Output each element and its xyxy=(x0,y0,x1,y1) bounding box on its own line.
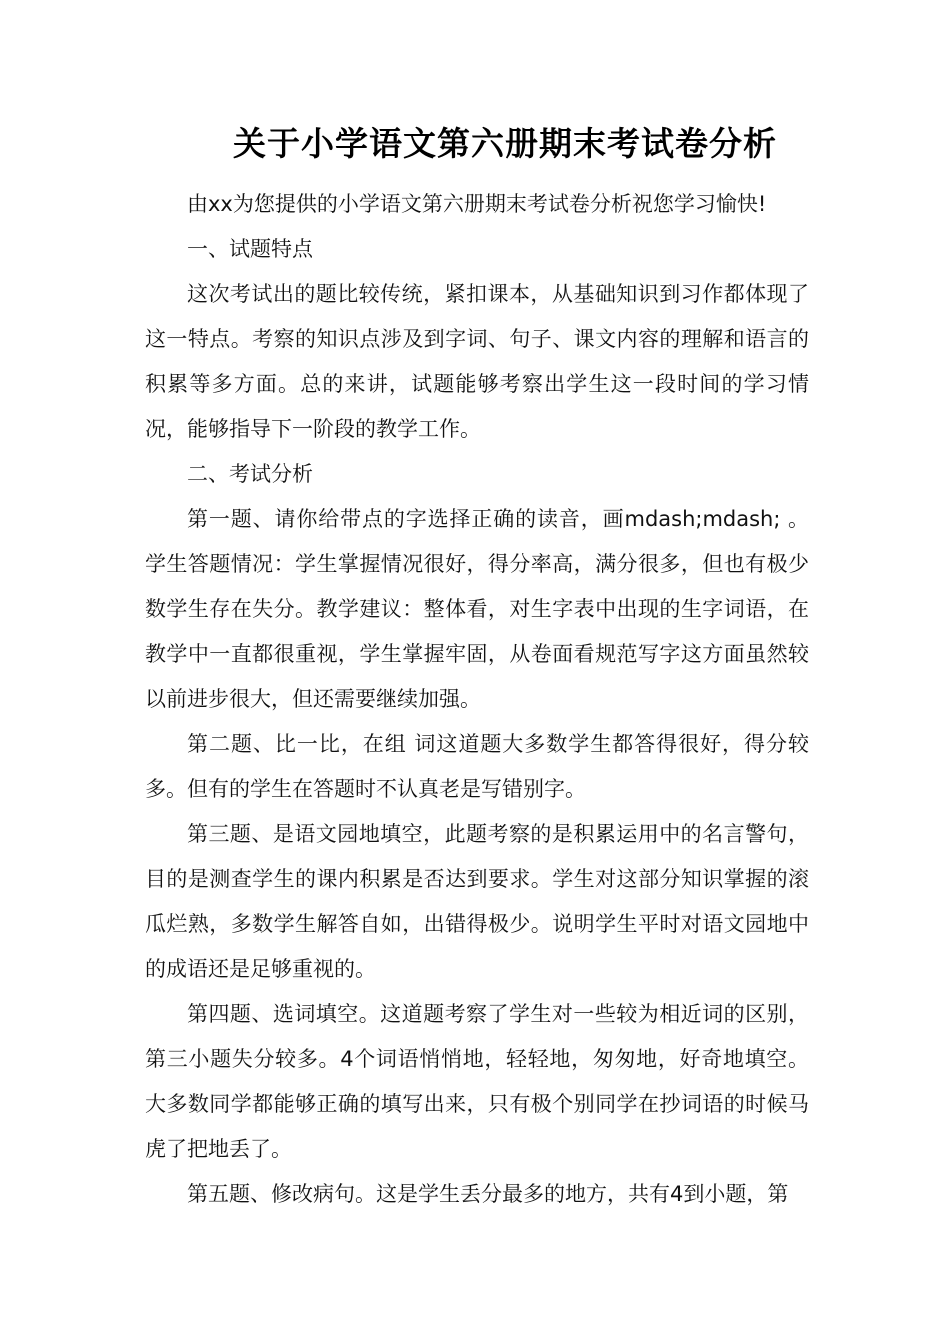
paragraph-features: 这次考试出的题比较传统，紧扣课本，从基础知识到习作都体现了这一特点。考察的知识点涉及到字词、句子、课文内容的理解和语言的积累等多方面。总的来讲，试题能够考察出学生这一段时间的学习情况，能够指导下一阶段的教学工作。 xyxy=(145,282,809,441)
paragraph-question-2: 第二题、比一比，在组 词这道题大多数学生都答得很好，得分较多。但有的学生在答题时不认真老是写错别字。 xyxy=(145,732,809,801)
document-body xyxy=(145,182,809,1217)
section-heading-analysis: 二、考试分析 xyxy=(187,462,313,486)
paragraph-question-1: 第一题、请你给带点的字选择正确的读音，画mdash;mdash; 。学生答题情况：学生掌握情况很好，得分率高，满分很多，但也有极少数学生存在失分。教学建议：整体看，对生字表中出现的生字词语，在教学中一直都很重视，学生掌握牢固，从卷面看规范写字这方面虽然较以前进步很大，但还需要继续加强。 xyxy=(145,507,809,711)
paragraph-question-5: 第五题、修改病句。这是学生丢分最多的地方，共有4到小题，第 xyxy=(187,1182,789,1206)
paragraph-question-3: 第三题、是语文园地填空，此题考察的是积累运用中的名言警句，目的是测查学生的课内积累是否达到要求。学生对这部分知识掌握的滚瓜烂熟，多数学生解答自如，出错得极少。说明学生平时对语文园地中的成语还是足够重视的。 xyxy=(145,822,809,981)
document-title: 关于小学语文第六册期末考试卷分析 xyxy=(233,124,777,163)
paragraph-intro: 由xx为您提供的小学语文第六册期末考试卷分析祝您学习愉快! xyxy=(187,192,767,216)
paragraph-question-4: 第四题、选词填空。这道题考察了学生对一些较为相近词的区别，第三小题失分较多。4个词语悄悄地，轻轻地，匆匆地，好奇地填空。大多数同学都能够正确的填写出来，只有极个别同学在抄词语的时候马虎了把地丢了。 xyxy=(145,1002,809,1161)
section-heading-features: 一、试题特点 xyxy=(187,237,313,261)
